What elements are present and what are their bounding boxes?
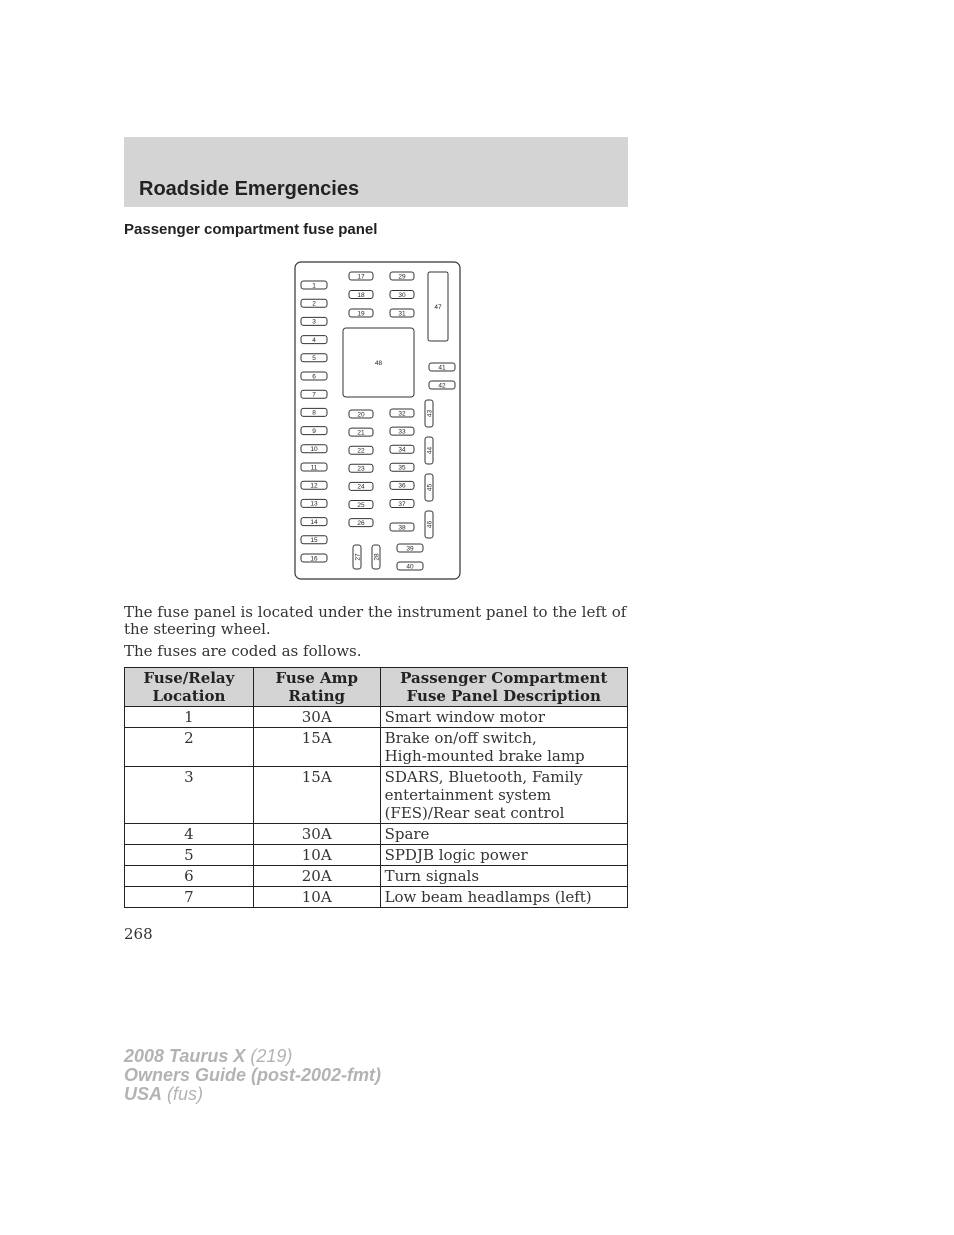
header-location: Fuse/Relay Location (125, 668, 254, 707)
page-number: 268 (124, 925, 153, 943)
cell-description: SDARS, Bluetooth, Family entertainment system (FES)/Rear seat control (380, 767, 627, 824)
table-row (125, 866, 628, 887)
fuse-label-33: 33 (398, 428, 406, 436)
cell-rating: 15A (253, 728, 380, 767)
fuse-label-6: 6 (312, 373, 316, 381)
cell-description: Brake on/off switch, High-mounted brake lamp (380, 728, 627, 767)
table-row (125, 728, 628, 767)
fuse-label-1: 1 (312, 282, 316, 290)
fuse-label-32: 32 (398, 410, 406, 418)
fuse-panel-svg (293, 261, 463, 581)
footer-guide: Owners Guide (post-2002-fmt) (124, 1065, 382, 1085)
fuse-label-47: 47 (434, 303, 442, 311)
fuse-label-26: 26 (357, 519, 365, 527)
cell-description: Turn signals (380, 866, 627, 887)
fuse-label-48: 48 (374, 359, 383, 367)
cell-location: 3 (125, 767, 254, 824)
cell-rating: 30A (253, 707, 380, 728)
cell-location: 2 (125, 728, 254, 767)
fuse-label-43: 43 (426, 409, 434, 418)
fuse-label-16: 16 (310, 555, 318, 563)
fuse-label-4: 4 (312, 336, 316, 344)
fuse-label-7: 7 (312, 391, 316, 399)
fuse-label-9: 9 (312, 427, 316, 435)
footer-line-2 (124, 1066, 381, 1085)
cell-rating: 30A (253, 824, 380, 845)
fuse-label-34: 34 (398, 446, 406, 454)
fuse-label-14: 14 (310, 518, 318, 526)
fuse-label-10: 10 (310, 446, 318, 454)
fuse-label-18: 18 (357, 291, 365, 299)
fuse-label-22: 22 (357, 447, 365, 455)
footer-line-3 (124, 1085, 381, 1104)
fuse-label-17: 17 (357, 273, 365, 281)
cell-location: 5 (125, 845, 254, 866)
table-row (125, 707, 628, 728)
fuse-label-20: 20 (357, 411, 365, 419)
fuse-label-23: 23 (357, 465, 365, 473)
fuse-label-44: 44 (426, 446, 434, 455)
fuse-label-15: 15 (310, 537, 318, 545)
footer-model: 2008 Taurus X (124, 1046, 246, 1066)
header-rating: Fuse Amp Rating (253, 668, 380, 707)
location-paragraph: The fuse panel is located under the instrument panel to the left of the steering wheel. (124, 603, 627, 638)
cell-description: Low beam headlamps (left) (380, 887, 627, 908)
cell-rating: 10A (253, 845, 380, 866)
section-title: Passenger compartment fuse panel (124, 221, 378, 238)
fuse-label-38: 38 (398, 524, 406, 532)
fuse-label-37: 37 (398, 500, 406, 508)
header-description: Passenger Compartment Fuse Panel Description (380, 668, 627, 707)
cell-rating: 10A (253, 887, 380, 908)
document-footer (124, 1047, 381, 1104)
cell-location: 1 (125, 707, 254, 728)
cell-location: 7 (125, 887, 254, 908)
fuse-label-36: 36 (398, 482, 406, 490)
fuse-label-40: 40 (406, 563, 414, 571)
fuse-label-19: 19 (357, 310, 365, 318)
fuse-label-28: 28 (373, 553, 381, 561)
fuse-label-46: 46 (426, 520, 434, 529)
fuse-label-42: 42 (438, 382, 446, 390)
fuse-label-31: 31 (398, 310, 406, 318)
section-header-band (124, 137, 628, 207)
fuse-table (124, 667, 628, 908)
cell-rating: 20A (253, 866, 380, 887)
fuse-label-13: 13 (310, 500, 318, 508)
cell-description: SPDJB logic power (380, 845, 627, 866)
cell-description: Spare (380, 824, 627, 845)
fuse-label-25: 25 (357, 501, 365, 509)
fuse-label-39: 39 (406, 545, 414, 553)
fuse-label-21: 21 (357, 429, 365, 437)
fuse-label-24: 24 (357, 483, 365, 491)
table-row (125, 767, 628, 824)
cell-location: 4 (125, 824, 254, 845)
cell-rating: 15A (253, 767, 380, 824)
footer-market-code: (fus) (162, 1084, 204, 1104)
fuse-label-41: 41 (438, 364, 446, 372)
table-row (125, 845, 628, 866)
cell-description: Smart window motor (380, 707, 627, 728)
fuse-label-11: 11 (310, 464, 318, 472)
table-row (125, 887, 628, 908)
fuse-label-8: 8 (312, 409, 316, 417)
cell-location: 6 (125, 866, 254, 887)
fuse-label-35: 35 (398, 464, 406, 472)
fuse-label-29: 29 (398, 273, 406, 281)
fuse-label-5: 5 (312, 355, 316, 363)
fuse-label-30: 30 (398, 291, 406, 299)
table-row (125, 824, 628, 845)
page-title: Roadside Emergencies (139, 178, 360, 200)
fuse-label-27: 27 (354, 553, 362, 561)
footer-line-1 (124, 1047, 381, 1066)
footer-model-code: (219) (245, 1046, 293, 1066)
fuse-panel-diagram (293, 261, 463, 581)
fuse-label-45: 45 (426, 483, 434, 492)
coding-paragraph: The fuses are coded as follows. (124, 642, 362, 660)
fuse-label-12: 12 (310, 482, 318, 490)
footer-market: USA (124, 1084, 163, 1104)
table-header-row (125, 668, 628, 707)
fuse-label-2: 2 (312, 300, 316, 308)
fuse-label-3: 3 (312, 318, 316, 326)
